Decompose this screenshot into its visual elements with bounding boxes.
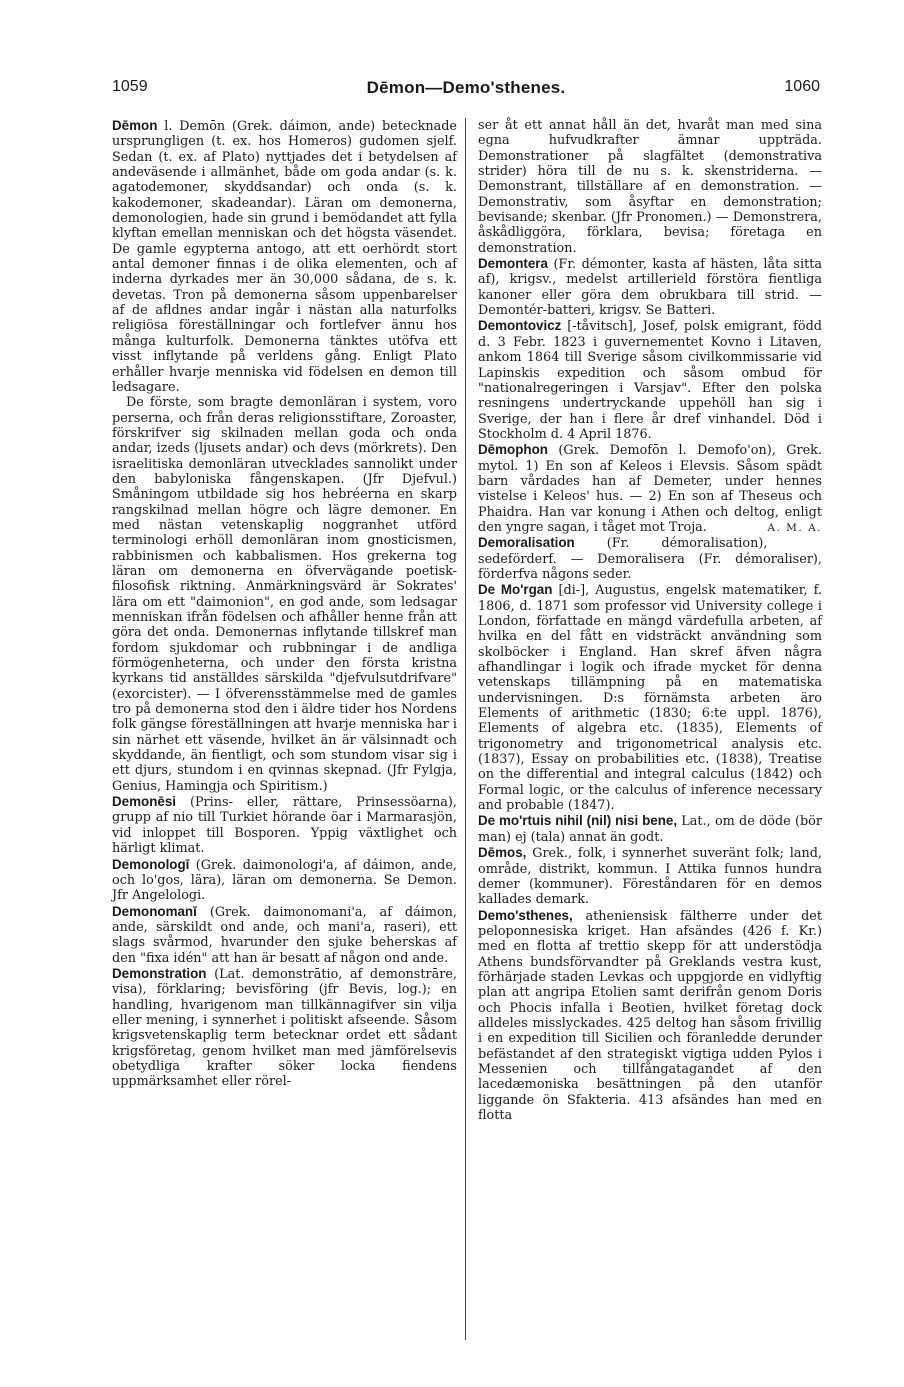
headword: Demontera (478, 256, 548, 272)
headword: Demoralisation (478, 535, 575, 551)
headword: Demonologī (112, 856, 190, 872)
entry-de-mortuis (478, 813, 822, 845)
headword: Demonstration (112, 965, 207, 981)
entry-demos (478, 845, 822, 907)
entry-demonstration (112, 966, 457, 1090)
entry-demon (112, 118, 457, 395)
entry-de-morgan (478, 582, 822, 813)
entry-demonstration-continuation (478, 118, 822, 256)
headword: De mo'rtuis nihil (nil) nisi bene, (478, 813, 678, 829)
author-signature: A. M. A. (767, 521, 822, 534)
entry-text: (Grek. Demofōn l. Demofo'on), Grek. mytol. 1) En son af Keleos i Elevsis. Såsom spädt barn vårdades han af Demeter, under hennes vistelse i Keleos' hus. — 2) En son af Theseus och Phaidra. Han var konung i Athen och deltog, enligt den yngre sagan, i tåget mot Troja. (478, 443, 822, 535)
entry-text: Grek., folk, i synnerhet suveränt folk; land, område, distrikt, kommun. I Attika funnos hundra demer (kommuner). Föreståndaren för en demos kallades demark. (478, 846, 822, 908)
headword: Dēmon (112, 118, 158, 133)
headword: Dēmos, (478, 845, 527, 861)
headword: Dēmophon (478, 442, 548, 458)
headword: De Mo'rgan (478, 582, 553, 598)
entry-text: (Lat. demonstrātio, af demonstrāre, visa), förklaring; bevisföring (jfr Bevis, log.); en handling, hvarigenom man tillkännagifver sin vilja eller mening, i synnerhet i politiskt afseende. Såsom krigsvetenskaplig term betecknar ordet ett sådant krigsföretag, genom hvilket man med jämförelsevis obetydliga krafter söker locka fiendens uppmärksamhet eller rörel- (112, 966, 457, 1090)
entry-demoralisation (478, 535, 822, 582)
left-column (112, 118, 457, 1090)
entry-text: (Fr. démoralisation), sedeförderf. — Demoralisera (Fr. démoraliser), förderfva någons seder. (478, 536, 822, 582)
entry-text: (Grek. daimonologi'a, af dáimon, ande, och lo'gos, lära), läran om demonerna. Se Demon. Jfr Angelologi. (112, 857, 457, 904)
entry-demonologi (112, 857, 457, 904)
entry-text: [-tåvitsch], Josef, polsk emigrant, född d. 3 Febr. 1823 i guvernementet Kovno i Litaven, ankom 1864 till Sverige såsom civilkommissarie vid Lapinskis expedition och såsom ombud för "nationalregeringen i Varsjav". Efter den polska resningens undertryckande uppehöll han sig i Sverige, der han i flere år dref vinhandel. Död i Stockholm d. 4 April 1876. (478, 319, 822, 442)
headword: Demontovicz (478, 318, 562, 334)
entry-text: (Fr. démonter, kasta af hästen, låta sitta af), krigsv., medelst artillerield förstöra fientliga kanoner eller göra dem obrukbara till strid. — Demontér-batteri, krigsv. Se Batteri. (478, 257, 822, 319)
entry-demon-continuation (112, 395, 457, 794)
headword: Demonēsi (112, 794, 176, 810)
entry-text: atheniensisk fältherre under det peloponnesiska kriget. Han afsändes (426 f. Kr.) med en flotta af trettio skepp för att understödja Athens bundsförvandter på Greklands vestra kust, förhärjade staden Levkas och uppgjorde en vidlyftig plan att angripa Etolien samt derifrån genom Doris och Phocis infalla i Beotien, hvilket företag dock alldeles misslyckades. 425 deltog han såsom frivillig i en expedition till Sicilien och föranledde derunder befästandet af den strategiskt vigtiga udden Pylos i Messenien och tillfångatagandet af den lacedæmoniska besättningen på den utanför liggande ön Sfakteria. 413 afsändes han med en flotta (478, 908, 822, 1123)
entry-text: (Grek. daimonomani'a, af dáimon, ande, särskildt ond ande, och mani'a, raseri), ett slags svårmod, hvarunder den sjuke beherskas af den "fixa idén" att han är besatt af någon ond ande. (112, 904, 457, 966)
headword: Demo'sthenes, (478, 907, 573, 923)
right-column (478, 118, 822, 1123)
entry-text: [di-], Augustus, engelsk matematiker, f. 1806, d. 1871 som professor vid University college i London, författade en mängd värdefulla arbeten, af hvilka en del fått en vidsträckt användning som skolböcker i England. Han skref äfven några afhandlingar i logik och ifrade mycket för denna vetenskaps tillämpning på en matematiska undervisningen. D:s förnämsta arbeten äro Elements of arithmetic (1830; 6:te uppl. 1876), Elements of algebra etc. (1835), Elements of trigonometry and trigonometrical analysis etc. (1837), Essay on probabilities etc. (1838), Treatise on the differential and integral calculus (1842) och Formal logic, or the calculus of inference necessary and probable (1847). (478, 583, 822, 814)
entry-text: ser åt ett annat håll än det, hvaråt man med sina egna hufvudkrafter ämnar uppträda. Demonstrationer på slagfältet (demonstrativa strider) höra till de nu s. k. skenstriderna. — Demonstrant, tillställare af en demonstration. — Demonstrativ, som åsyftar en demonstration; bevisande; skenbar. (Jfr Pronomen.) — Demonstrera, åskådliggöra, förklara, bevisa; företaga en demonstration. (478, 118, 822, 256)
entry-demontera (478, 256, 822, 318)
entry-demophon (478, 442, 822, 535)
entry-text: (Prins- eller, rättare, Prinsessöarna), grupp af nio till Turkiet hörande öar i Marmarasjön, vid inloppet till Bosporen. Yppig växtlighet och härligt klimat. (112, 795, 457, 857)
entry-demontovicz (478, 318, 822, 442)
column-divider (465, 118, 466, 1340)
right-page-number: 1060 (784, 78, 820, 95)
page-header (112, 78, 820, 104)
headword: Demonomanī (112, 903, 197, 919)
entry-text: Lat., om de döde (bör man) ej (tala) annat än godt. (478, 814, 822, 845)
left-page-number: 1059 (112, 78, 148, 95)
running-title: Dēmon—Demo'sthenes. (366, 78, 566, 97)
entry-demonomani (112, 904, 457, 966)
entry-demonesi (112, 794, 457, 856)
entry-text: l. Demōn (Grek. dáimon, ande) betecknade ursprungligen (t. ex. hos Homeros) gudomen sjelf. Sedan (t. ex. af Plato) nyttjades det i betydelsen af andeväsende i allmänhet, både om goda andar (s. k. agatodemoner, skyddsandar) och onda (s. k. kakodemoner, skadeandar). Läran om demonerna, demonologien, hade sin grund i bemödandet att fylla klyftan emellan menniskan och det högsta väsendet. De gamle egypterna antogo, att ett oerhördt stort antal demoner finnas i de olika elementen, och af inderna dyrkades mer än 30,000 sådana, de s. k. devetas. Tron på demonerna såsom uppenbarelser af de afldnes andar ingår i nästan alla naturfolks religiösa föreställningar och fortlefver ännu hos många kulturfolk. Demonerna tänktes utöfva ett visst inflytande på verldens gång. Enligt Plato erhåller hvarje menniska vid födelsen en demon till ledsagare. (112, 119, 457, 395)
entry-text: De förste, som bragte demonläran i system, voro perserna, och från deras religionsstiftare, Zoroaster, förskrifver sig skilnaden mellan goda och onda andar, izeds (ljusets andar) och devs (mörkrets). Den israelitiska demonläran utvecklades sannolikt under den babyloniska fångenskapen. (Jfr Djefvul.) Småningom utbildade sig hos hebréerna en skarp rangskilnad mellan högre och lägre demoner. En med nästan vetenskaplig noggranhet utförd terminologi erhöll demonläran inom gnosticismen, rabbinismen och kabbalismen. Hos grekerna tog läran om demonerna en öfvervägande poetisk-filosofisk riktning. Anmärkningsvärd är Sokrates' lära om ett "daimonion", en god ande, som ledsagar menniskan ifrån födelsen och afhåller henne från att göra det onda. Demonernas inflytande tillskref man fordom sjukdomar och rubbningar i de andliga förmögenheterna, och under den första kristna kyrkans tid anställdes särskilda "djefvulsutdrifvare" (exorcister). — I öfverensstämmelse med de gamles tro på demonerna stod den i äldre tider hos Nordens folk gängse föreställningen att hvarje menniska har i sin närhet ett väsende, hvilket än är välsinnadt och skyddande, än fientligt, och som stundom visar sig i ett djurs, stundom i en qvinnas skepnad. (Jfr Fylgja, Genius, Hamingja och Spiritism.) (112, 395, 457, 794)
entry-demosthenes (478, 908, 822, 1124)
